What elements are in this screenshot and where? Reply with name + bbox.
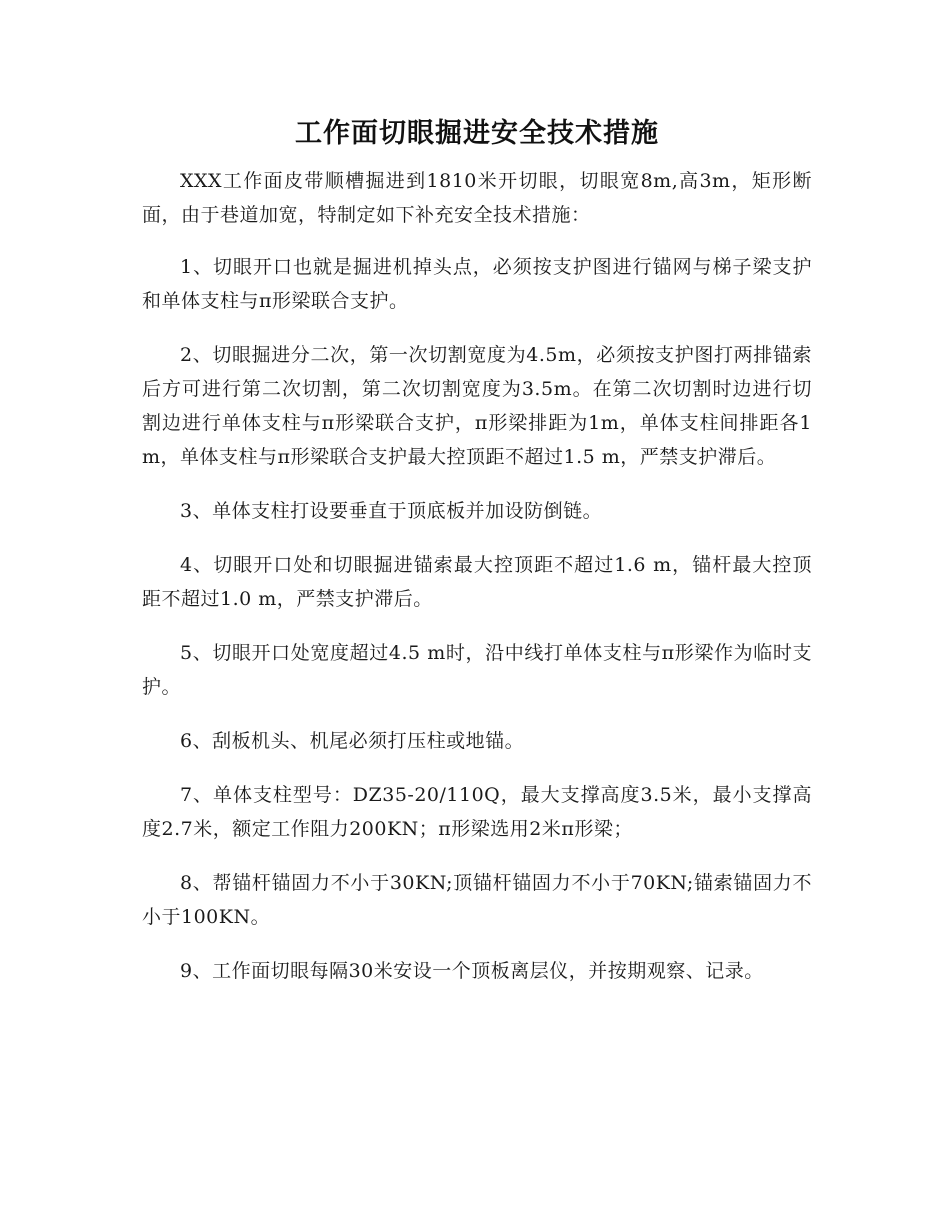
measure-item-8: 8、帮锚杆锚固力不小于30KN;顶锚杆锚固力不小于70KN;锚索锚固力不小于100KN。 (142, 872, 812, 928)
measure-item-2: 2、切眼掘进分二次，第一次切割宽度为4.5m，必须按支护图打两排锚索后方可进行第二次切割，第二次切割宽度为3.5m。在第二次切割时边进行切割边进行单体支柱与π形梁联合支护，π形梁排距为1m，单体支柱间排距各1 m，单体支柱与π形梁联合支护最大控顶距不超过1.5 m，严禁支护滞后。 (142, 344, 812, 468)
measure-item-7: 7、单体支柱型号：DZ35-20/110Q，最大支撑高度3.5米，最小支撑高度2.7米，额定工作阻力200KN；π形梁选用2米π形梁； (142, 784, 812, 840)
measure-item-4: 4、切眼开口处和切眼掘进锚索最大控顶距不超过1.6 m，锚杆最大控顶距不超过1.0 m，严禁支护滞后。 (142, 554, 812, 610)
intro-paragraph: XXX工作面皮带顺槽掘进到1810米开切眼，切眼宽8m,高3m，矩形断面，由于巷道加宽，特制定如下补充安全技术措施： (142, 170, 812, 226)
measure-item-1: 1、切眼开口也就是掘进机掉头点，必须按支护图进行锚网与梯子梁支护和单体支柱与π形梁联合支护。 (142, 256, 812, 312)
measure-item-9: 9、工作面切眼每隔30米安设一个顶板离层仪，并按期观察、记录。 (180, 960, 764, 982)
document-title: 工作面切眼掘进安全技术措施 (295, 118, 659, 149)
measure-item-6: 6、刮板机头、机尾必须打压柱或地锚。 (180, 730, 525, 752)
measure-item-5: 5、切眼开口处宽度超过4.5 m时，沿中线打单体支柱与π形梁作为临时支护。 (142, 642, 812, 698)
document-page (142, 112, 812, 1008)
measure-item-3: 3、单体支柱打设要垂直于顶底板并加设防倒链。 (180, 500, 603, 522)
